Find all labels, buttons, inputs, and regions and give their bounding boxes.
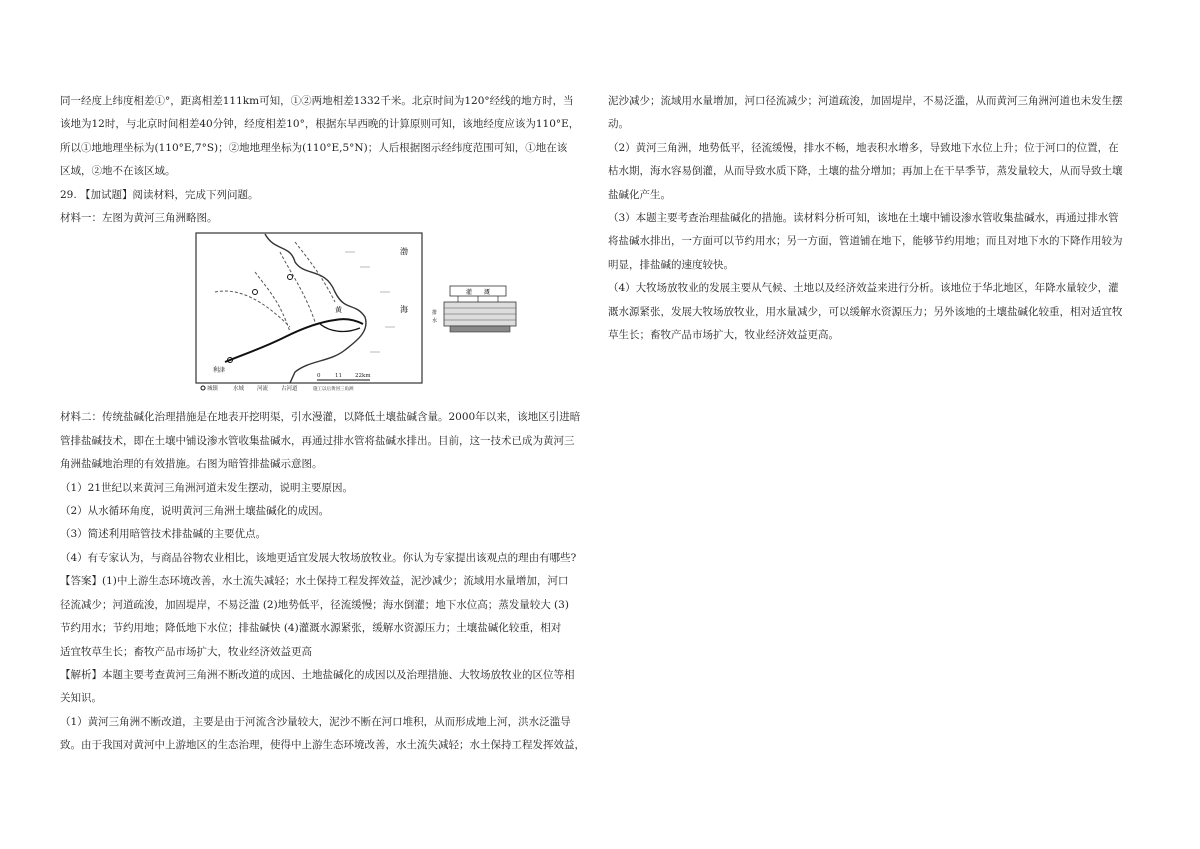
right-text [608, 90, 1138, 347]
left-bottom-line: （1）黄河三角洲不断改道，主要是由于河流含沙量较大，泥沙不断在河口堆积，从而形成地上河，洪水泛滥导 [60, 715, 571, 728]
right-line: （2）黄河三角洲，地势低平，径流缓慢，排水不畅，地表积水增多，导致地下水位上升；位于河口的位置，在 [608, 141, 1119, 154]
right-line: （4）大牧场放牧业的发展主要从气候、土地以及经济效益来进行分析。该地位于华北地区，年降水量较少，灌 [608, 282, 1119, 295]
diag-label-shui: 水 [432, 318, 438, 325]
left-bottom-line: 致。由于我国对黄河中上游地区的生态治理，使得中上游生态环境改善，水土流失减轻；水土保持工程发挥效益， [60, 739, 585, 752]
right-line: 动。 [608, 118, 629, 131]
right-line: 盐碱化产生。 [608, 188, 671, 201]
legend-river: 河流 [257, 386, 269, 393]
left-top-line: 同一经度上纬度相差①°，距离相差111km可知，①②两地相差1332千米。北京时间为120°经线的地方时，当 [60, 95, 574, 107]
left-bottom-line: （1）21世纪以来黄河三角洲河道未发生摆动，说明主要原因。 [60, 481, 354, 494]
figure-area [60, 232, 595, 404]
left-bottom-line: 适宜牧草生长；畜牧产品市场扩大，牧业经济效益更高 [60, 645, 312, 658]
left-top-line: 区域，②地不在该区域。 [60, 165, 176, 178]
left-top-line: 材料一：左图为黄河三角洲略图。 [60, 212, 218, 225]
left-top-text [60, 90, 595, 230]
left-bottom-line: （2）从水循环角度，说明黄河三角洲土壤盐碱化的成因。 [60, 505, 330, 518]
yellow-river-delta-map [195, 232, 423, 392]
right-line: 将盐碱水排出，一方面可以节约用水；另一方面，管道铺在地下，能够节约用地；而且对地下水的下降作用较为 [608, 235, 1123, 248]
right-line: 明显，排盐碱的速度较快。 [608, 258, 734, 271]
scale-22: 22km [355, 373, 371, 380]
scale-11: 11 [335, 373, 342, 380]
left-bottom-text [60, 406, 595, 757]
map-label-lijin: 利津 [213, 367, 226, 375]
left-bottom-line: 【答案】(1)中上游生态环境改善，水土流失减轻；水土保持工程发挥效益，泥沙减少；流域用水量增加，河口 [60, 575, 569, 588]
left-bottom-line: 关知识。 [60, 692, 102, 705]
left-bottom-line: 管排盐碱技术，即在土壤中铺设渗水管收集盐碱水，再通过排水管将盐碱水排出。目前，这一技术已成为黄河三 [60, 434, 575, 447]
diag-label-pai: 排 [432, 310, 438, 317]
right-line: （3）本题主要考查治理盐碱化的措施。读材料分析可知，该地在土壤中铺设渗水管收集盐碱水，再通过排水管 [608, 212, 1119, 225]
left-bottom-line: 材料二：传统盐碱化治理措施是在地表开挖明渠，引水漫灌，以降低土壤盐碱含量。2000年以来，该地区引进暗 [60, 411, 581, 424]
left-top-line: 该地为12时，与北京时间相差40分钟，经度相差10°，根据东早西晚的计算原则可知，该地经度应该为110°E， [60, 118, 580, 131]
left-bottom-line: 径流减少；河道疏浚，加固堤岸，不易泛滥 (2)地势低平，径流缓慢；海水倒灌；地下水位高；蒸发量较大 (3) [60, 598, 569, 611]
legend-town: 城镇 [207, 386, 219, 393]
left-bottom-line: 【解析】本题主要考查黄河三角洲不断改道的成因、土地盐碱化的成因以及治理措施、大牧场放牧业的区位等相 [60, 668, 575, 681]
left-top-line: 29. 【加试题】阅读材料，完成下列问题。 [60, 188, 259, 201]
left-column [60, 90, 595, 758]
map-label-huang: 黄 [335, 306, 342, 315]
right-line: 溉水源紧张，发展大牧场放牧业，用水量减少，可以缓解水资源压力；另外该地的土壤盐碱化较重，相对适宜牧 [608, 305, 1123, 318]
map-label-bo: 渤 [400, 247, 408, 257]
right-line: 泥沙减少；流域用水量增加，河口径流减少；河道疏浚，加固堤岸，不易泛滥，从而黄河三角洲河道也未发生摆 [608, 95, 1123, 107]
left-bottom-line: （3）简述利用暗管技术排盐碱的主要优点。 [60, 528, 267, 541]
left-bottom-line: （4）有专家认为，与商品谷物农业相比，该地更适宜发展大牧场放牧业。你认为专家提出该观点的理由有哪些? [60, 551, 577, 564]
map-label-hai: 海 [400, 305, 408, 315]
right-column [608, 90, 1138, 347]
right-line: 枯水期，海水容易倒灌，从而导致水质下降，土壤的盐分增加；再加上在干旱季节，蒸发量较大，从而导致土壤 [608, 165, 1123, 178]
left-bottom-line: 节约用水；节约用地；降低地下水位；排盐碱快 (4)灌溉水源紧张，缓解水资源压力；土壤盐碱化较重，相对 [60, 622, 562, 635]
legend-water: 水域 [233, 386, 245, 393]
legend-old-channel: 古河道 [281, 386, 298, 393]
scale-0: 0 [317, 373, 321, 380]
left-top-line: 所以①地地理坐标为(110°E,7°S)；②地地理坐标为(110°E,5°N)；人后根据图示经纬度范围可知，①地在该 [60, 141, 568, 154]
right-line: 草生长；畜牧产品市场扩大，牧业经济效益更高。 [608, 329, 839, 342]
diag-label-gai: 溉 [484, 289, 491, 297]
drainage-pipe-diagram [430, 280, 530, 342]
diag-label-guan: 灌 [466, 289, 473, 297]
legend-caption: 施工以后黄河三角洲 [313, 387, 354, 393]
left-bottom-line: 角洲盐碱地治理的有效措施。右图为暗管排盐碱示意图。 [60, 458, 323, 471]
